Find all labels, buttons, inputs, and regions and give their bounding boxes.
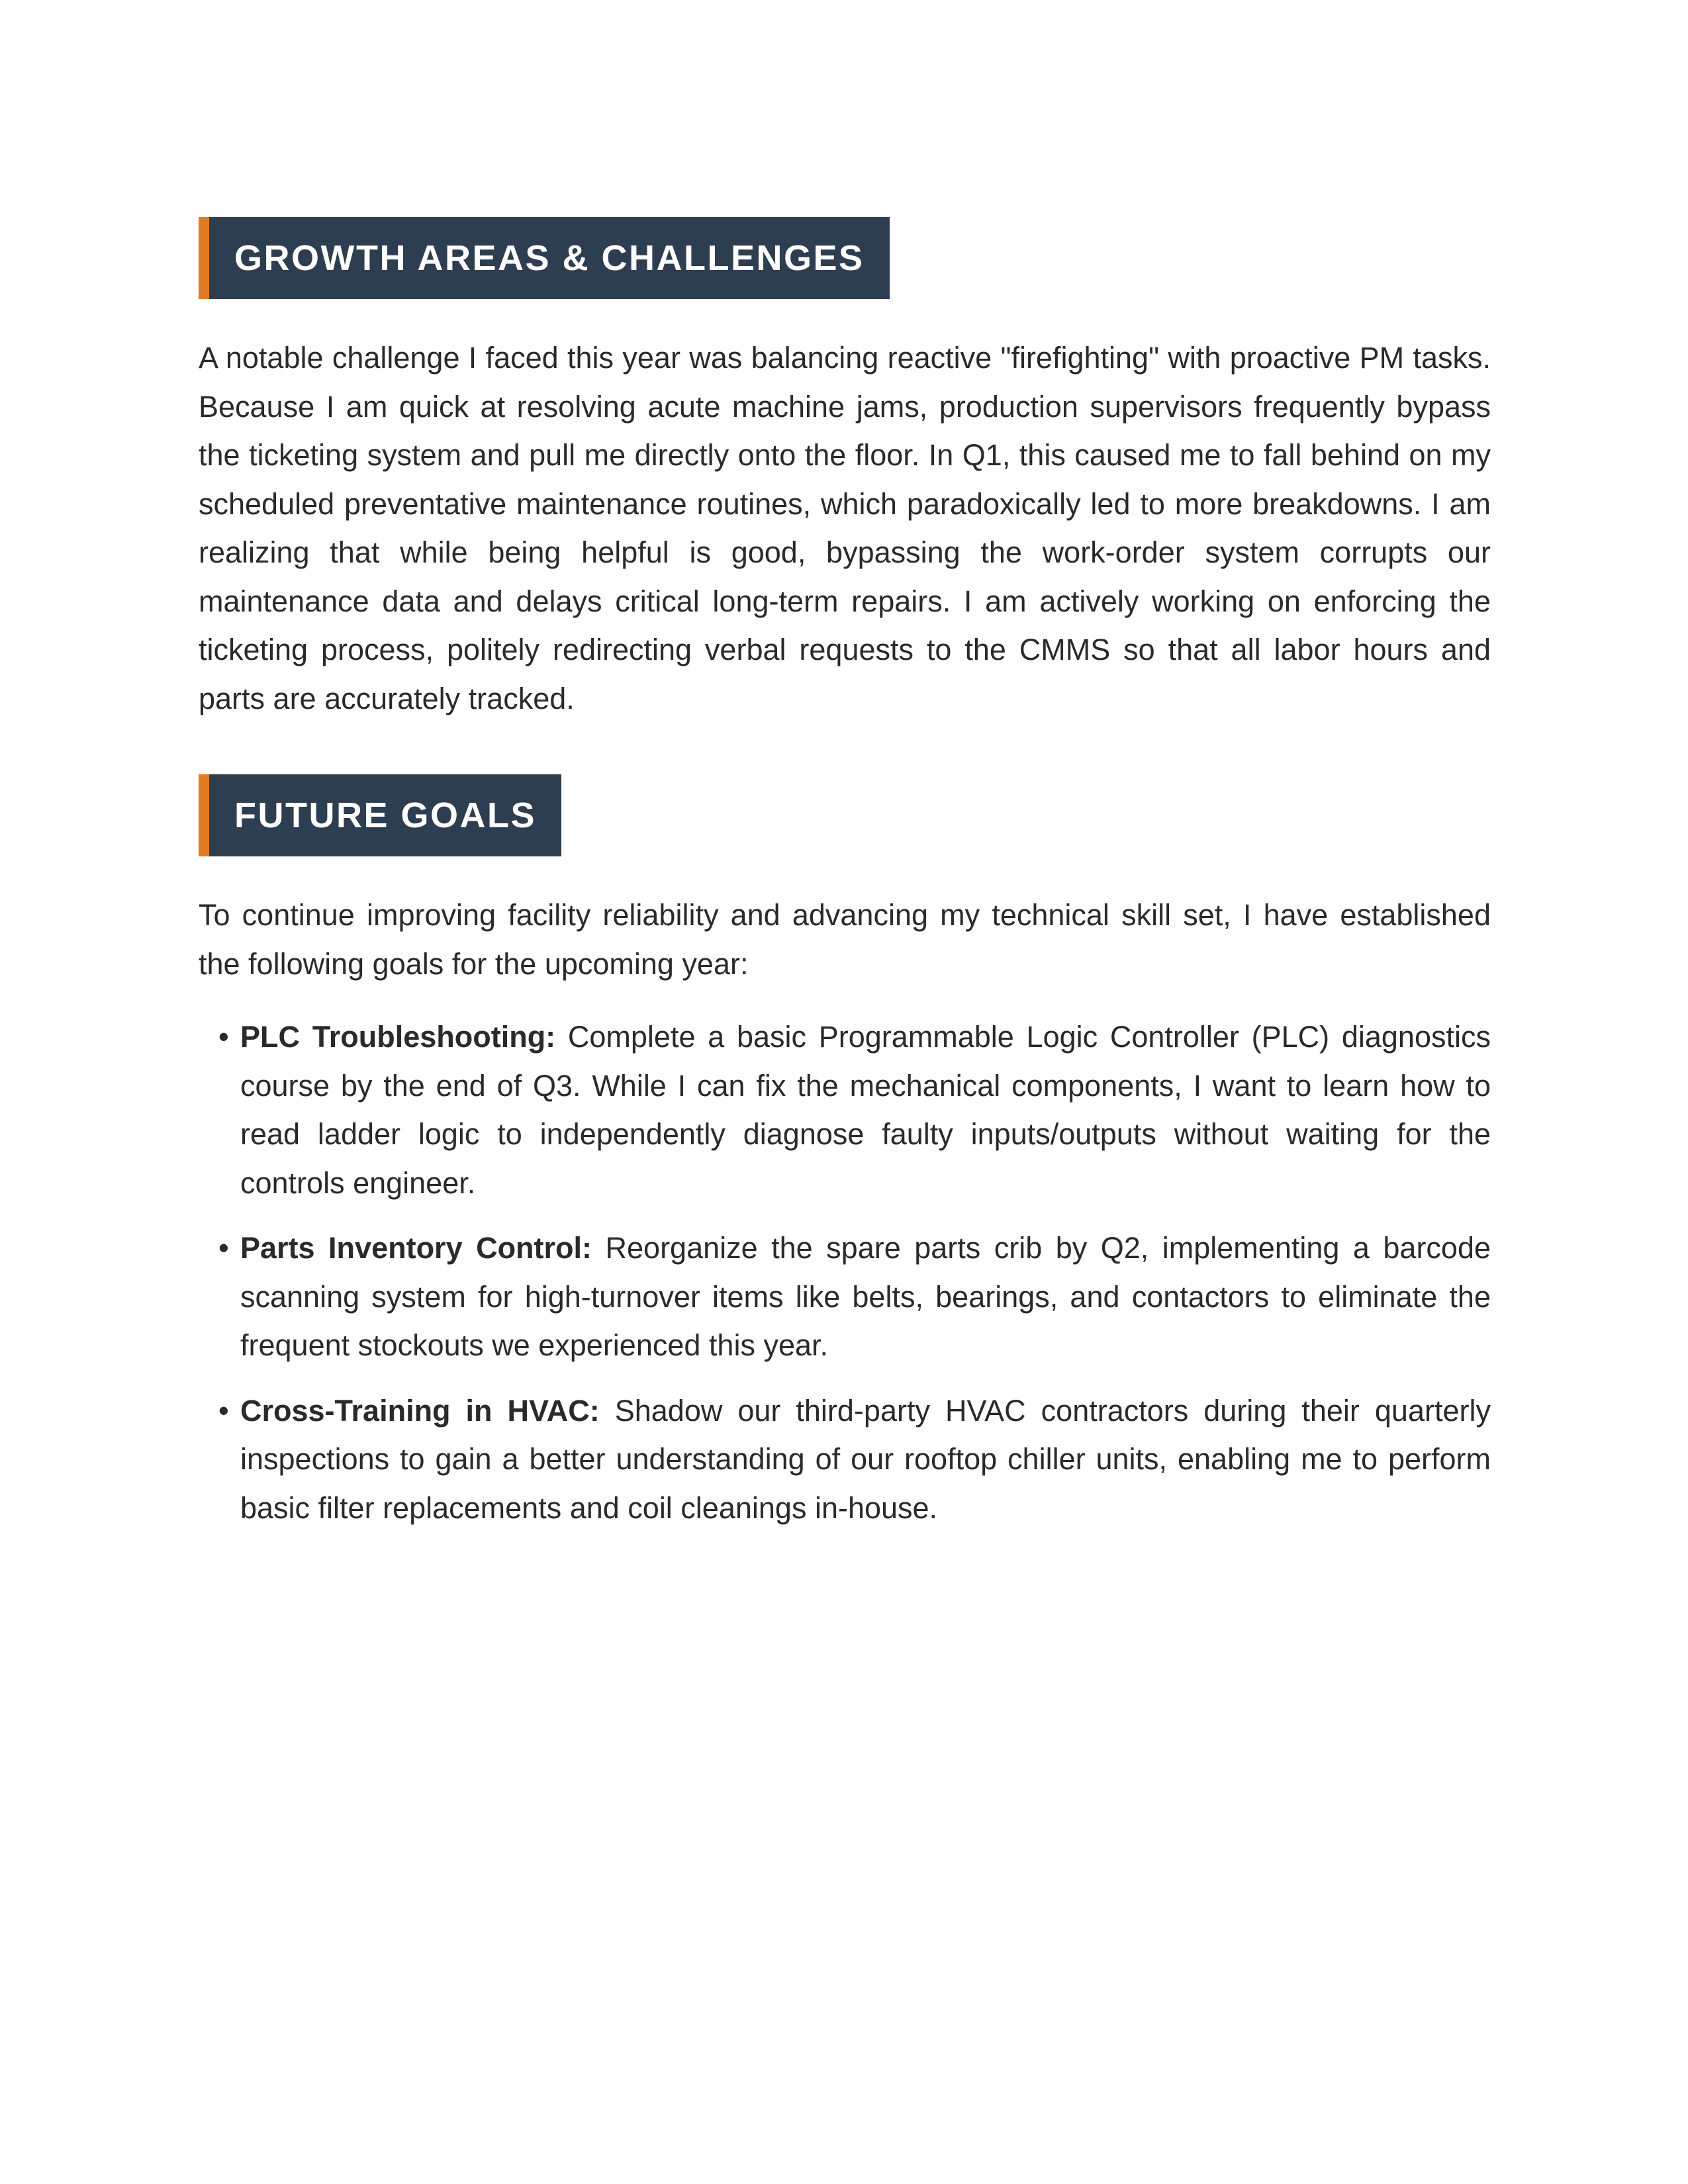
- bullet-icon: •: [218, 1231, 229, 1265]
- goal-text: Reorganize the spare parts crib by Q2, implementing a barcode scanning system for high-turnover items like belts, bearings, and contactors to eliminate the frequent stockouts we experienced this year.: [240, 1231, 1491, 1362]
- goals-intro-paragraph: To continue improving facility reliability and advancing my technical skill set, I have established the following goals for the upcoming year:: [199, 898, 1491, 981]
- bullet-icon: •: [218, 1393, 229, 1428]
- goal-item-inventory: [199, 1224, 1491, 1370]
- spacer: [199, 723, 1491, 774]
- goal-term: Cross-Training in HVAC:: [240, 1393, 600, 1428]
- spacer: [199, 988, 1491, 1013]
- goal-item-plc: [199, 1013, 1491, 1207]
- goal-item-hvac: [199, 1387, 1491, 1533]
- section-heading-goals: FUTURE GOALS: [199, 774, 561, 856]
- goal-text: Shadow our third-party HVAC contractors during their quarterly inspections to gain a better understanding of our rooftop chiller units, enabling me to perform basic filter replacements and coil cleanings in-house.: [240, 1393, 1491, 1525]
- section-heading-growth: GROWTH AREAS & CHALLENGES: [199, 217, 890, 299]
- growth-paragraph: A notable challenge I faced this year was balancing reactive "firefighting" with proactive PM tasks. Because I am quick at resolving acute machine jams, production supervisors frequently bypass the ticketing system and pull me directly onto the floor. In Q1, this caused me to fall behind on my scheduled preventative maintenance routines, which paradoxically led to more breakdowns. I am realizing that while being helpful is good, bypassing the work-order system corrupts our maintenance data and delays critical long-term repairs. I am actively working on enforcing the ticketing process, politely redirecting verbal requests to the CMMS so that all labor hours and parts are accurately tracked.: [199, 341, 1491, 715]
- goals-list: [199, 1013, 1491, 1532]
- spacer: [199, 856, 1491, 891]
- goal-text: Complete a basic Programmable Logic Controller (PLC) diagnostics course by the end of Q3. While I can fix the mechanical components, I want to learn how to read ladder logic to independently diagnose faulty inputs/outputs without waiting for the controls engineer.: [240, 1020, 1491, 1200]
- goal-term: Parts Inventory Control:: [240, 1231, 592, 1265]
- bullet-icon: •: [218, 1020, 229, 1054]
- document-page: [199, 217, 1491, 1532]
- goal-term: PLC Troubleshooting:: [240, 1020, 556, 1054]
- spacer: [199, 299, 1491, 334]
